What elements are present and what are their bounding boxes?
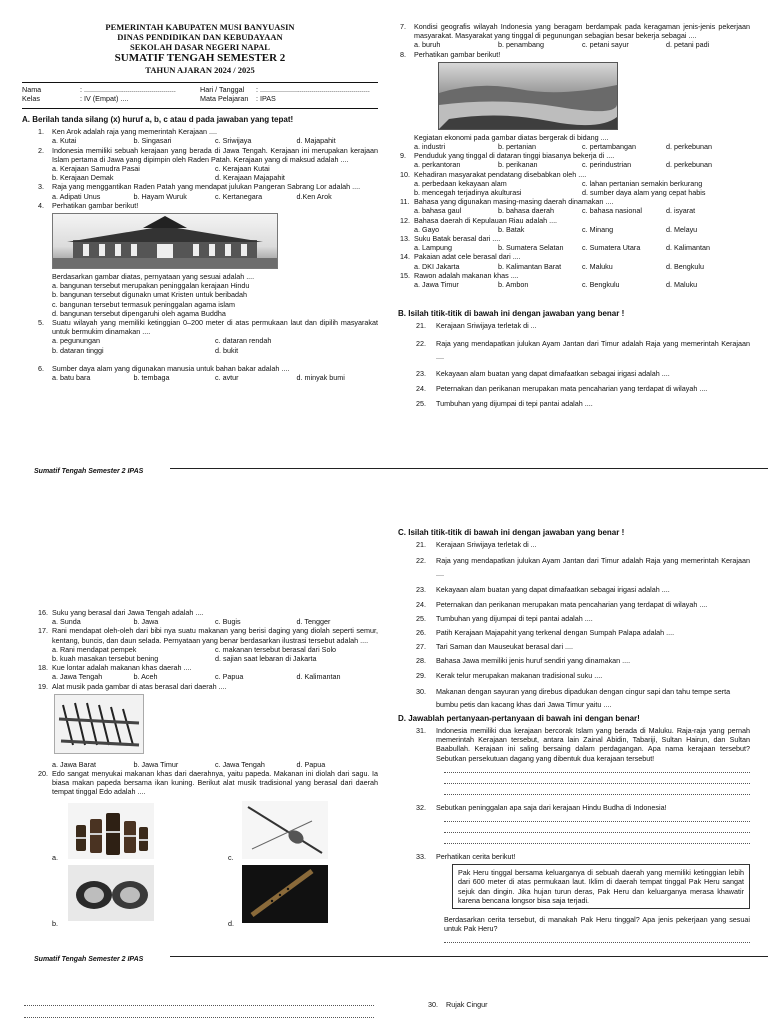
mapel-label: Mata Pelajaran — [200, 94, 249, 103]
page1-footer: Sumatif Tengah Semester 2 IPAS — [34, 468, 144, 475]
q12-option-b[interactable]: b. Batak — [498, 224, 525, 234]
q18-number: 18. — [38, 663, 48, 673]
item-number: 26. — [416, 628, 426, 638]
hari-field[interactable]: : ....................................................... — [256, 85, 370, 94]
q5-number: 5. — [38, 318, 44, 328]
q8-option-a[interactable]: a. industri — [414, 142, 446, 152]
q15-number: 15. — [400, 270, 410, 280]
palace-photo — [52, 213, 278, 269]
section-c-list — [398, 540, 750, 711]
question-5 — [38, 318, 378, 336]
answer-line[interactable] — [444, 836, 750, 844]
question-6 — [38, 364, 378, 373]
item-text: Patih Kerajaan Majapahit yang terkenal dengan Sumpah Palapa adalah .... — [436, 628, 675, 638]
answer-line[interactable] — [444, 825, 750, 833]
q12-option-a[interactable]: a. Gayo — [414, 224, 440, 234]
q17-option-c[interactable]: c. makanan tersebut berasal dari Solo — [215, 644, 337, 654]
q20-option-a[interactable]: a. — [52, 852, 58, 862]
item-number: 23. — [416, 368, 426, 378]
question-31 — [416, 726, 750, 763]
question-9 — [400, 151, 750, 160]
q6-option-c[interactable]: c. avtur — [215, 373, 239, 383]
flute-photo — [242, 865, 328, 923]
q16-options — [38, 617, 378, 626]
item-text: Kekayaan alam buatan yang dapat dimafaatkan sebagai irigasi adalah .... — [436, 368, 670, 378]
section-b-item — [416, 369, 750, 378]
page2-left-column — [38, 608, 378, 927]
q11-option-c[interactable]: c. bahasa nasional — [582, 206, 642, 216]
page3-partial — [0, 996, 768, 1024]
string-instrument-photo — [242, 801, 328, 859]
q6-text: Sumber daya alam yang digunakan manusia untuk bahan bakar adalah .... — [52, 363, 290, 373]
section-a-questions — [22, 127, 378, 382]
landscape-icon — [439, 63, 617, 129]
q19-text: Alat musik pada gambar di atas berasal dari daerah .... — [52, 681, 227, 691]
item-number: 23. — [416, 585, 426, 595]
q5-option-d[interactable]: d. bukit — [215, 345, 239, 355]
answer-line[interactable] — [444, 787, 750, 795]
q1-options — [38, 136, 378, 145]
q12-options — [400, 225, 750, 234]
question-33 — [416, 852, 750, 861]
item-text: Raja yang mendapatkan julukan Ayam Jantan dari Timur adalah Raja yang memerintah Kerajaan .... — [436, 556, 750, 579]
q18-option-c[interactable]: c. Papua — [215, 672, 244, 682]
section-c-item — [416, 642, 750, 651]
q17-number: 17. — [38, 626, 48, 636]
q16-option-a[interactable]: a. Sunda — [52, 617, 81, 627]
bottom-item-number: 30. — [428, 1000, 438, 1009]
question-1 — [38, 127, 378, 136]
q17-option-d[interactable]: d. sajian saat lebaran di Jakarta — [215, 654, 317, 664]
section-d-list — [398, 726, 750, 943]
section-c-item — [416, 585, 750, 594]
q9-number: 9. — [400, 151, 406, 161]
q32-text: Sebutkan peninggalan apa saja dari kerajaan Hindu Budha di Indonesia! — [436, 802, 667, 812]
q13-option-c[interactable]: c. Sumatera Utara — [582, 243, 641, 253]
q15-option-c[interactable]: c. Bengkulu — [582, 280, 620, 290]
item-number: 30. — [416, 686, 426, 696]
q20-option-b[interactable]: b. — [52, 918, 58, 928]
item-number: 25. — [416, 399, 426, 409]
q19-number: 19. — [38, 681, 48, 691]
q7-option-c[interactable]: c. petani sayur — [582, 40, 629, 50]
q13-text: Suku Batak berasal dari .... — [414, 234, 501, 244]
q3-option-c[interactable]: c. Kertanegara — [215, 191, 263, 201]
item-text: Bahasa Jawa memiliki jenis huruf sendiri yang dinamakan .... — [436, 656, 631, 666]
q19-option-a[interactable]: a. Jawa Barat — [52, 759, 96, 769]
item-number: 25. — [416, 613, 426, 623]
q4-option-c[interactable]: c. bangunan tersebut termasuk peninggalan agama islam — [52, 299, 235, 309]
q11-options — [400, 206, 750, 215]
q3-option-a[interactable]: a. Adipati Unus — [52, 191, 101, 201]
item-number: 22. — [416, 338, 426, 348]
q2-options — [38, 164, 378, 182]
item-number: 27. — [416, 642, 426, 652]
item-number: 24. — [416, 383, 426, 393]
item-text: Kekayaan alam buatan yang dapat dimafaatkan sebagai irigasi adalah .... — [436, 585, 670, 595]
question-14 — [400, 252, 750, 261]
q6-option-a[interactable]: a. batu bara — [52, 373, 91, 383]
answer-line[interactable] — [444, 776, 750, 784]
angklung-photo — [54, 694, 144, 754]
q33-text: Perhatikan cerita berikut! — [436, 852, 516, 862]
nama-field[interactable]: : .............................................. — [80, 85, 176, 94]
q18-option-b[interactable]: b. Aceh — [133, 672, 158, 682]
q9-options — [400, 160, 750, 169]
q5-option-b[interactable]: b. dataran tinggi — [52, 345, 104, 355]
q17-text: Rani mendapat oleh-oleh dari bibi nya suatu makanan yang berisi daging yang diolah seperti semur, kentang, buncis, dan daun selada. Pernyataan yang benar berdasarkan ilustrasi tersebut adalah .... — [52, 626, 378, 645]
q8-text: Perhatikan gambar berikut! — [414, 49, 501, 59]
rebab-icon — [242, 801, 328, 859]
question-2 — [38, 146, 378, 164]
q7-option-b[interactable]: b. penambang — [498, 40, 544, 50]
q13-option-b[interactable]: b. Sumatera Selatan — [498, 243, 564, 253]
page1-left-column — [22, 22, 378, 382]
q7-text: Kondisi geografis wilayah Indonesia yang beragam berdampak pada keragaman jenis-jenis pekerjaan masyarakat. Masyarakat yang tinggal di pegunungan sebagian besar bekerja sebagai .... — [414, 22, 750, 41]
answer-line[interactable] — [24, 998, 374, 1006]
q10-option-a[interactable]: a. perbedaan kekayaan alam — [414, 178, 507, 188]
q1-option-c[interactable]: c. Sriwijaya — [215, 136, 252, 146]
drums-photo — [68, 803, 154, 859]
kendang-photo — [68, 865, 154, 921]
suling-icon — [242, 865, 328, 923]
q2-number: 2. — [38, 145, 44, 155]
question-13 — [400, 234, 750, 243]
palace-building-icon — [53, 214, 277, 268]
header-line-2: DINAS PENDIDIKAN DAN KEBUDAYAAN — [117, 32, 283, 42]
q5-option-a[interactable]: a. pegunungan — [52, 336, 100, 346]
q33-number: 33. — [416, 852, 426, 862]
q12-option-d[interactable]: d. Melayu — [666, 224, 698, 234]
q3-option-d[interactable]: d.Ken Arok — [296, 191, 332, 201]
q15-text: Rawon adalah makanan khas .... — [414, 270, 519, 280]
school-header — [22, 22, 378, 75]
q8-number: 8. — [400, 49, 406, 59]
question-3 — [38, 182, 378, 191]
answer-line[interactable] — [444, 814, 750, 822]
question-10 — [400, 170, 750, 179]
q4-number: 4. — [38, 200, 44, 210]
page2-footer: Sumatif Tengah Semester 2 IPAS — [34, 956, 144, 963]
item-number: 24. — [416, 599, 426, 609]
q7-option-d[interactable]: d. petani padi — [666, 40, 710, 50]
q13-options — [400, 243, 750, 252]
section-c-item — [416, 656, 750, 665]
q6-option-d[interactable]: d. minyak bumi — [296, 373, 345, 383]
q11-number: 11. — [400, 197, 410, 207]
q6-option-b[interactable]: b. tembaga — [133, 373, 170, 383]
q8-option-b[interactable]: b. pertanian — [498, 142, 536, 152]
question-20 — [38, 769, 378, 797]
section-a-heading: A. Berilah tanda silang (x) huruf a, b, c atau d pada jawaban yang tepat! — [22, 115, 294, 124]
item-number: 21. — [416, 540, 426, 550]
question-18 — [38, 663, 378, 672]
q4-after: Berdasarkan gambar diatas, pernyataan yang sesuai adalah .... — [52, 272, 255, 282]
q4-option-a[interactable]: a. bangunan tersebut merupakan peninggalan kerajaan Hindu — [52, 281, 250, 291]
q14-option-a[interactable]: a. DKI Jakarta — [414, 261, 460, 271]
item-number: 21. — [416, 321, 426, 331]
kelas-field: : IV (Empat) .... — [80, 94, 129, 103]
q14-option-b[interactable]: b. Kalimantan Barat — [498, 261, 562, 271]
item-text: Peternakan dan perikanan merupakan mata pencaharian yang terdapat di wilayah .... — [436, 383, 708, 393]
q11-text: Bahasa yang digunakan masing-masing daerah dinamakan .... — [414, 197, 614, 207]
item-text: Kerak telur merupakan makanan tradisional suku .... — [436, 670, 603, 680]
q4-option-b[interactable]: b. bangunan tersebut digunakn umat Kristen untuk beribadah — [52, 290, 247, 300]
q2-option-d[interactable]: d. Kerajaan Majapahit — [215, 173, 285, 183]
q16-number: 16. — [38, 608, 48, 617]
q10-options — [400, 179, 750, 197]
question-17 — [38, 626, 378, 644]
item-text: Tari Saman dan Mauseukat berasal dari .... — [436, 642, 574, 652]
item-number: 28. — [416, 656, 426, 666]
q2-text: Indonesia memiliki sebuah kerajaan yang berada di Jawa Tengah. Kerajaan ini merupakan kerajaan Islam pertama di Jawa yang dipimpin oleh Raden Patah. Kerajaan yang di maksud adalah .... — [52, 145, 378, 164]
hari-label: Hari / Tanggal — [200, 85, 245, 94]
q12-number: 12. — [400, 215, 410, 225]
q9-option-b[interactable]: b. perikanan — [498, 160, 538, 170]
mapel-field: : IPAS — [256, 94, 276, 103]
q10-number: 10. — [400, 169, 410, 179]
q13-number: 13. — [400, 234, 410, 244]
q19-option-d[interactable]: d. Papua — [296, 759, 326, 769]
q11-option-b[interactable]: b. bahasa daerah — [498, 206, 554, 216]
answer-line[interactable] — [24, 1010, 374, 1018]
item-text: Raja yang mendapatkan julukan Ayam Jantan dari Timur adalah Raja yang memerintah Kerajaan .... — [436, 338, 750, 361]
question-12 — [400, 216, 750, 225]
q5-options — [38, 336, 378, 354]
q4-options — [38, 281, 378, 318]
q3-text: Raja yang menggantikan Raden Patah yang mendapat julukan Pangeran Sabrang Lor adalah .... — [52, 182, 361, 192]
q9-option-a[interactable]: a. perkantoran — [414, 160, 461, 170]
q11-option-a[interactable]: a. bahasa gaul — [414, 206, 462, 216]
section-b-item — [416, 321, 750, 330]
q12-option-c[interactable]: c. Minang — [582, 224, 614, 234]
question-8 — [400, 50, 750, 59]
item-text: Peternakan dan perikanan merupakan mata pencaharian yang terdapat di wilayah .... — [436, 599, 708, 609]
q14-option-d[interactable]: d. Bengkulu — [666, 261, 704, 271]
item-text: Tumbuhan yang dijumpai di tepi pantai adalah .... — [436, 613, 593, 623]
q12-text: Bahasa daerah di Kepulauan Riau adalah .... — [414, 215, 558, 225]
q1-option-d[interactable]: d. Majapahit — [296, 136, 336, 146]
section-c-item — [416, 600, 750, 609]
q19-options — [38, 760, 378, 769]
q31-number: 31. — [416, 726, 426, 736]
q31-text: Indonesia memiliki dua kerajaan bercorak Islam yang berada di Maluku. Raja-raja yang pernah memerintah Kerajaan tersebut, antara lain Zainal Abidin, Tabariji, Sultan Hairun, dan Sultan Baabullah. Kerajaan ini saling bersaing dalam perdagangan. Apa nama kerajaan tersebut? Sebutkan persekutuan dagang yang dibentuk dua kerajaan tersebut! — [436, 726, 750, 763]
page2-right-column — [398, 524, 750, 946]
q20-number: 20. — [38, 769, 48, 779]
q5-option-c[interactable]: c. dataran rendah — [215, 336, 272, 346]
q1-option-b[interactable]: b. Singasari — [133, 136, 172, 146]
q18-options — [38, 672, 378, 681]
section-b-item — [416, 399, 750, 408]
q13-option-d[interactable]: d. Kalimantan — [666, 243, 710, 253]
q20-option-d[interactable]: d. — [228, 918, 234, 928]
section-b-heading: B. Isilah titik-titik di bawah ini dengan jawaban yang benar ! — [398, 309, 625, 319]
q20-option-c[interactable]: c. — [228, 852, 234, 862]
q1-number: 1. — [38, 127, 44, 137]
header-rule — [22, 82, 378, 83]
q3-option-b[interactable]: b. Hayam Wuruk — [133, 191, 187, 201]
q9-option-d[interactable]: d. perkebunan — [666, 160, 712, 170]
question-11 — [400, 197, 750, 206]
q32-number: 32. — [416, 802, 426, 812]
q9-text: Penduduk yang tinggal di dataran tinggi biasanya bekerja di .... — [414, 151, 615, 161]
q15-options — [400, 280, 750, 289]
q10-option-c[interactable]: c. lahan pertanian semakin berkurang — [582, 178, 703, 188]
section-c-item — [416, 685, 750, 711]
q10-text: Kehadiran masyarakat pendatang disebabkan oleh .... — [414, 169, 587, 179]
q1-option-a[interactable]: a. Kutai — [52, 136, 77, 146]
q11-option-d[interactable]: d. isyarat — [666, 206, 696, 216]
exam-title: SUMATIF TENGAH SEMESTER 2 — [114, 52, 286, 64]
q10-option-d[interactable]: d. sumber daya alam yang cepat habis — [582, 188, 706, 198]
header-line-3: SEKOLAH DASAR NEGERI NAPAL — [130, 42, 270, 52]
q33-question: Berdasarkan cerita tersebut, di manakah Pak Heru tinggal? Apa jenis pekerjaan yang sesuai untuk Pak Heru? — [444, 915, 750, 934]
q10-option-b[interactable]: b. mencegah terjadinya akulturasi — [414, 188, 522, 198]
q20-image-options — [38, 797, 378, 927]
q8-option-d[interactable]: d. perkebunan — [666, 142, 712, 152]
q15-option-b[interactable]: b. Ambon — [498, 280, 529, 290]
page1-divider — [170, 468, 768, 469]
q8-option-c[interactable]: c. pertambangan — [582, 142, 636, 152]
student-info — [22, 85, 378, 107]
bottom-item-text: Rujak Cingur — [446, 1000, 488, 1009]
question-4 — [38, 201, 378, 210]
q20-text: Edo sangat menyukai makanan khas dari daerahnya, yaitu papeda. Makanan ini diolah dari sagu. Ia biasa makan papeda bersama ikan kuning. Berikut alat musik tradisional yang berasal dari daerah tempat tinggal Edo adalah .... — [52, 769, 378, 797]
header-line-1: PEMERINTAH KABUPATEN MUSI BANYUASIN — [105, 22, 295, 32]
angklung-icon — [55, 695, 143, 753]
q8-after: Kegiatan ekonomi pada gambar diatas bergerak di bidang .... — [414, 132, 609, 142]
q18-option-d[interactable]: d. Kalimantan — [296, 672, 341, 682]
q14-text: Pakaian adat cele berasal dari .... — [414, 252, 521, 262]
academic-year: TAHUN AJARAN 2024 / 2025 — [145, 65, 255, 75]
section-c-heading: C. Isilah titik-titik di bawah ini dengan jawaban yang benar ! — [398, 528, 625, 537]
item-text: Makanan dengan sayuran yang direbus dipadukan dengan cingur sapi dan tahu tempe serta bumbu petis dan kacang khas dari Jawa Timur yaitu .... — [436, 686, 731, 709]
river-landscape-photo — [438, 62, 618, 130]
section-d-heading: D. Jawablah pertanyaan-pertanyaan di bawah ini dengan benar! — [398, 713, 640, 723]
q7-number: 7. — [400, 22, 406, 31]
q15-option-a[interactable]: a. Jawa Timur — [414, 280, 459, 290]
story-box: Pak Heru tinggal bersama keluarganya di sebuah daerah yang memiliki ketinggian lebih dari 600 meter di atas permukaan laut. Iklim di daerah tempat tinggal Pak Heru sangat sejuk dan dingin. Jika hujan turun deras, Pak Heru dan keluarganya merasa khawatir karena bencana longsor bisa saja terjadi. — [452, 864, 750, 909]
q14-number: 14. — [400, 252, 410, 262]
q16-option-d[interactable]: d. Tengger — [296, 617, 331, 627]
question-32 — [416, 803, 750, 812]
q4-option-d[interactable]: d. bangunan tersebut dipengaruhi oleh agama Buddha — [52, 308, 226, 318]
page1-right-column — [400, 22, 750, 414]
q14-option-c[interactable]: c. Maluku — [582, 261, 613, 271]
q13-option-a[interactable]: a. Lampung — [414, 243, 452, 253]
q7-options — [400, 40, 750, 49]
section-c-item — [416, 628, 750, 637]
q14-options — [400, 262, 750, 271]
q7-option-a[interactable]: a. buruh — [414, 40, 441, 50]
q2-option-c[interactable]: c. Kerajaan Kutai — [215, 164, 270, 174]
q17-options — [38, 645, 378, 663]
q5-text: Suatu wilayah yang memiliki ketinggian 0–200 meter di atas permukaan laut dan dipilih masyarakat untuk bermukim dinamakan .... — [52, 318, 378, 337]
answer-line[interactable] — [444, 765, 750, 773]
q16-option-b[interactable]: b. Jawa — [133, 617, 159, 627]
nama-label: Nama — [22, 85, 42, 94]
section-c-item — [416, 671, 750, 680]
q2-option-b[interactable]: b. Kerajaan Demak — [52, 173, 114, 183]
tifa-drum-icon — [68, 803, 154, 859]
q17-option-a[interactable]: a. Rani mendapat pempek — [52, 644, 137, 654]
q19-option-b[interactable]: b. Jawa Timur — [133, 759, 179, 769]
q9-option-c[interactable]: c. perindustrian — [582, 160, 632, 170]
q6-number: 6. — [38, 363, 44, 373]
q6-options — [38, 373, 378, 382]
item-text: Tumbuhan yang dijumpai di tepi pantai adalah .... — [436, 399, 593, 409]
item-number: 22. — [416, 556, 426, 566]
q18-text: Kue lontar adalah makanan khas daerah .... — [52, 663, 192, 673]
question-15 — [400, 271, 750, 280]
section-b-item — [416, 384, 750, 393]
q17-option-b[interactable]: b. kuah masakan tersebut bening — [52, 654, 159, 664]
q1-text: Ken Arok adalah raja yang memerintah Kerajaan .... — [52, 127, 218, 137]
answer-line[interactable] — [444, 935, 750, 943]
question-7 — [400, 22, 750, 40]
item-number: 29. — [416, 670, 426, 680]
q4-text: Perhatikan gambar berikut! — [52, 200, 139, 210]
section-c-item — [416, 614, 750, 623]
section-c-item — [416, 540, 750, 549]
header-rule-2 — [22, 108, 378, 109]
item-text: Kerajaan Sriwijaya terletak di ... — [436, 321, 537, 331]
q18-option-a[interactable]: a. Jawa Tengah — [52, 672, 103, 682]
section-c-item — [416, 554, 750, 580]
page2-divider — [170, 956, 768, 957]
q8-options — [400, 142, 750, 151]
q2-option-a[interactable]: a. Kerajaan Samudra Pasai — [52, 164, 140, 174]
q3-number: 3. — [38, 182, 44, 192]
kelas-label: Kelas — [22, 94, 40, 103]
section-b-list — [400, 321, 750, 408]
section-b-item — [416, 337, 750, 363]
item-text: Kerajaan Sriwijaya terletak di ... — [436, 540, 537, 550]
question-19 — [38, 682, 378, 691]
q19-option-c[interactable]: c. Jawa Tengah — [215, 759, 265, 769]
q3-options — [38, 192, 378, 201]
question-16 — [38, 608, 378, 617]
q16-text: Suku yang berasal dari Jawa Tengah adalah .... — [52, 608, 204, 617]
q15-option-d[interactable]: d. Maluku — [666, 280, 698, 290]
kendang-drum-icon — [68, 865, 154, 921]
q16-option-c[interactable]: c. Bugis — [215, 617, 241, 627]
